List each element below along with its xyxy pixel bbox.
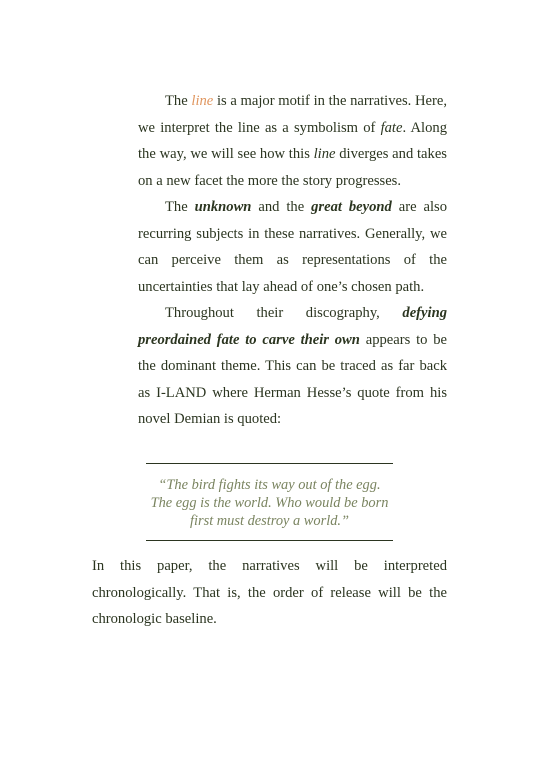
text-run: appears to be the dominant theme. This can be traced as far back as I-LAND where Herman Hesse’s quote from his novel Demian is quoted: (138, 331, 447, 427)
bold-italic-theme: defying preordained fate to carve their own (138, 305, 447, 348)
quote-bottom-rule (146, 540, 393, 541)
quote-line: “The bird fights its way out of the egg. (158, 477, 381, 493)
paragraph-line-motif (138, 88, 447, 194)
quote-top-rule (146, 463, 393, 464)
paragraph-unknown (138, 194, 447, 300)
highlighted-word-line: line (191, 93, 214, 109)
italic-word-fate: fate (380, 119, 403, 136)
italic-word-line: line (313, 146, 336, 162)
text-run: are also recurring subjects in these narratives. Generally, we can perceive them as representations of the uncertainties that lay ahead of one’s chosen path. (138, 199, 447, 295)
text-run: The (165, 199, 195, 215)
text-run: The (165, 93, 192, 109)
text-run: diverges and takes on a new facet the more the story progresses. (138, 146, 447, 189)
quote-line: first must destroy a world.” (190, 513, 349, 529)
paragraph-discography (138, 300, 447, 433)
bold-italic-unknown: unknown (194, 199, 252, 215)
quote-line: The egg is the world. Who would be born (150, 495, 389, 511)
text-run: is a major motif in the narratives. Here, we interpret the line as a symbolism of (138, 93, 448, 136)
bold-italic-great-beyond: great beyond (311, 199, 392, 215)
text-run: and the (251, 199, 312, 215)
main-text-column (138, 88, 447, 433)
paragraph-chronology: In this paper, the narratives will be interpreted chronologically. That is, the order of release will be the chronologic baseline. (92, 558, 447, 627)
text-run: Throughout their discography, (165, 305, 403, 321)
text-run: . Along the way, we will see how this (138, 119, 447, 162)
demian-quote (146, 476, 393, 530)
